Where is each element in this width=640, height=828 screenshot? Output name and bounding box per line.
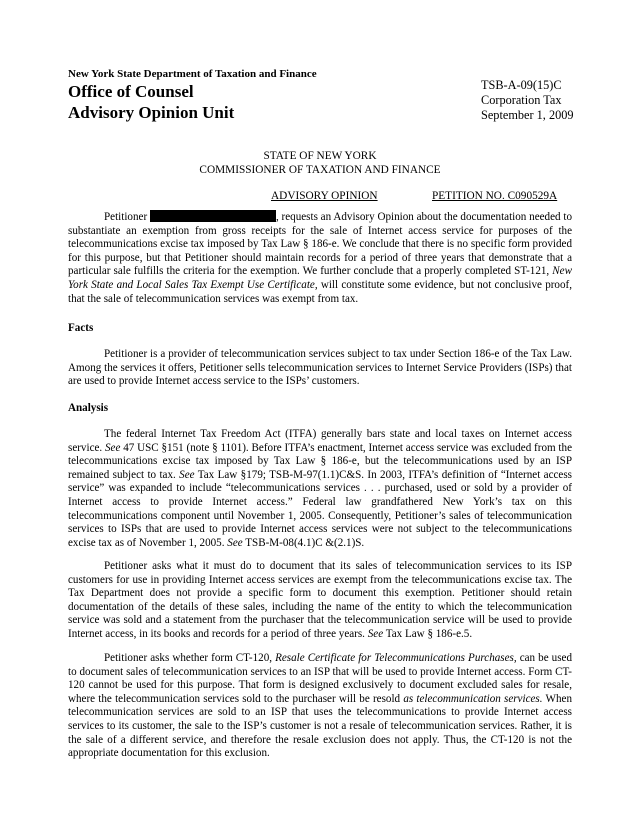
intro-paragraph: Petitioner , requests an Advisory Opinion about the documentation needed to substantiate an exemption from gross receipts for the sale of Internet access service for purposes of the telecommunications excise tax imposed by Tax Law § 186-e. We conclude that there is no specific form provided for this purpose, but that Petitioner should maintain records for a period of three years that demonstrate that a particular sale fulfills the criteria for the exemption. We further conclude that a properly completed ST-121, New York State and Local Sales Tax Exempt Use Certificate, will constitute some evidence, but not conclusive proof, that the sale of telecommunication services was exempt from tax. — [68, 211, 572, 305]
unit-name: Advisory Opinion Unit — [68, 103, 235, 122]
analysis-paragraph-1: The federal Internet Tax Freedom Act (ITFA) generally bars state and local taxes on Internet access service. See 47 USC §151 (note § 1101). Before ITFA’s enactment, Internet access service was excluded from the telecommunications excise tax imposed by Tax Law § 186-e, but the telecommunications used by an ISP remained subject to tax. See Tax Law §179; TSB-M-97(1.1)C&S. In 2003, ITFA’s definition of “Internet access service” was expanded to include “telecommunications services . . . purchased, used or sold by a provider of Internet access to provide Internet access.” Federal law grandfathered New York’s tax on this telecommunications component until November 1, 2005. Consequently, Petitioner’s sales of telecommunication services to ISPs that are used to provide Internet access services were not subject to the telecommunications excise tax as of November 1, 2005. See TSB-M-08(4.1)C &(2.1)S. — [68, 428, 572, 549]
analysis-paragraph-3: Petitioner asks whether form CT-120, Resale Certificate for Telecommunications Purchases, can be used to document sales of telecommunication services to an ISP that will be used to provide Internet access. Form CT-120 cannot be used for this purpose. That form is designed exclusively to document excluded sales for resale, where the telecommunication services sold to the purchaser will be resold as telecommunication services. When telecommunication services are sold to an ISP that uses the telecommunications to provide Internet access services to its customer, the sale to the ISP’s customer is not a resale of telecommunication services. Rather, it is the sale of a different service, and therefore the resale exclusion does not apply. Thus, the CT-120 is not the appropriate documentation for this exclusion. — [68, 652, 573, 760]
facts-heading: Facts — [68, 322, 94, 334]
document-reference — [481, 78, 574, 123]
department-name: New York State Department of Taxation and Finance — [68, 68, 317, 80]
state-name: STATE OF NEW YORK — [263, 150, 377, 162]
document-date: September 1, 2009 — [481, 108, 574, 122]
tax-category: Corporation Tax — [481, 93, 562, 107]
form-title: New York State and Local Sales Tax Exempt Use Certificate, — [68, 265, 572, 291]
facts-paragraph: Petitioner is a provider of telecommunication services subject to tax under Section 186-e of the Tax Law. Among the services it offers, Petitioner sells telecommunication services to Internet Service Providers (ISPs) that are used to provide Internet access service to the ISPs’ customers. — [68, 348, 572, 388]
state-block — [0, 150, 640, 177]
analysis-paragraph-2: Petitioner asks what it must do to document that its sales of telecommunication services to its ISP customers for use in providing Internet access services are exempt from the telecommunications excise tax. The Tax Department does not provide a specific form to document this exemption. Petitioner should retain documentation of the details of these sales, including the name of the entity to which the telecommunication service was sold and a statement from the purchaser that the telecommunication service will be used to provide Internet access, in its books and records for a period of three years. See Tax Law § 186-e.5. — [68, 560, 572, 640]
office-name: Office of Counsel — [68, 82, 194, 101]
petition-number: PETITION NO. C090529A — [432, 190, 558, 202]
document-number: TSB-A-09(15)C — [481, 78, 562, 92]
redacted-name — [150, 210, 276, 222]
commissioner-line: COMMISSIONER OF TAXATION AND FINANCE — [199, 163, 441, 176]
letterhead — [68, 68, 317, 123]
analysis-heading: Analysis — [68, 402, 109, 414]
opinion-title: ADVISORY OPINION — [271, 190, 378, 202]
petitioner-label: Petitioner — [104, 211, 148, 223]
